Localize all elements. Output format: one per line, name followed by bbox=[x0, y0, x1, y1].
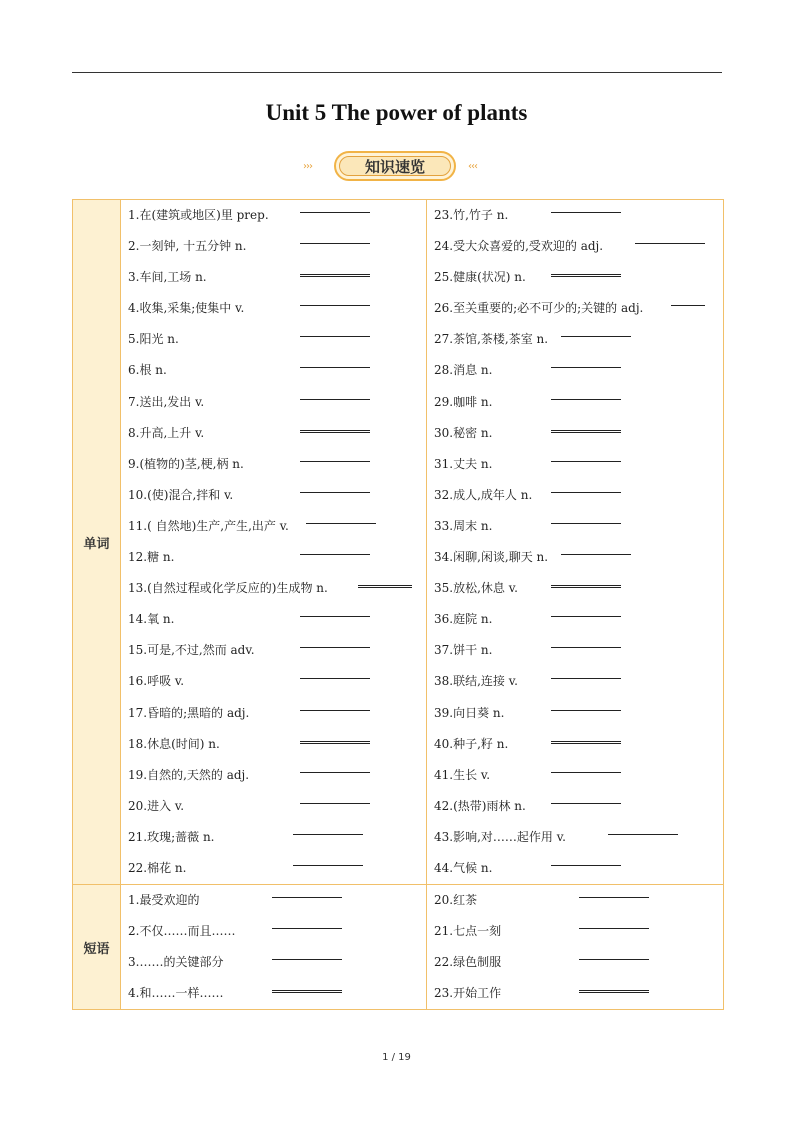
list-item: 16.呼吸 v. bbox=[128, 666, 426, 697]
list-item: 36.庭院 n. bbox=[434, 604, 723, 635]
list-item: 17.昏暗的;黑暗的 adj. bbox=[128, 698, 426, 729]
list-item: 22.棉花 n. bbox=[128, 853, 426, 884]
answer-blank[interactable] bbox=[293, 822, 363, 835]
answer-blank[interactable] bbox=[300, 666, 370, 679]
words-category-label: 单词 bbox=[73, 200, 121, 885]
answer-blank[interactable] bbox=[551, 604, 621, 617]
words-left-column bbox=[121, 200, 427, 885]
answer-blank[interactable] bbox=[300, 729, 370, 744]
answer-blank[interactable] bbox=[272, 885, 342, 898]
answer-blank[interactable] bbox=[551, 729, 621, 744]
answer-blank[interactable] bbox=[300, 355, 370, 368]
answer-blank[interactable] bbox=[300, 418, 370, 433]
answer-blank[interactable] bbox=[300, 542, 370, 555]
answer-blank[interactable] bbox=[579, 978, 649, 993]
answer-blank[interactable] bbox=[300, 293, 370, 306]
list-item: 38.联结,连接 v. bbox=[434, 666, 723, 697]
answer-blank[interactable] bbox=[579, 947, 649, 960]
list-item: 32.成人,成年人 n. bbox=[434, 480, 723, 511]
answer-blank[interactable] bbox=[300, 480, 370, 493]
answer-blank[interactable] bbox=[551, 511, 621, 524]
answer-blank[interactable] bbox=[551, 418, 621, 433]
answer-blank[interactable] bbox=[551, 666, 621, 679]
answer-blank[interactable] bbox=[272, 916, 342, 929]
list-item: 3.车间,工场 n. bbox=[128, 262, 426, 293]
answer-blank[interactable] bbox=[579, 916, 649, 929]
list-item: 26.至关重要的;必不可少的;关键的 adj. bbox=[434, 293, 723, 324]
list-item: 1.在(建筑或地区)里 prep. bbox=[128, 200, 426, 231]
answer-blank[interactable] bbox=[551, 262, 621, 277]
answer-blank[interactable] bbox=[300, 200, 370, 213]
list-item: 13.(自然过程或化学反应的)生成物 n. bbox=[128, 573, 426, 604]
page-number: 1 / 19 bbox=[382, 1052, 411, 1063]
answer-blank[interactable] bbox=[300, 698, 370, 711]
answer-blank[interactable] bbox=[551, 573, 621, 588]
list-item: 43.影响,对……起作用 v. bbox=[434, 822, 723, 853]
answer-blank[interactable] bbox=[300, 324, 370, 337]
list-item: 2.一刻钟, 十五分钟 n. bbox=[128, 231, 426, 262]
words-right-column bbox=[427, 200, 724, 885]
list-item: 18.休息(时间) n. bbox=[128, 729, 426, 760]
list-item: 31.丈夫 n. bbox=[434, 449, 723, 480]
list-item: 30.秘密 n. bbox=[434, 418, 723, 449]
answer-blank[interactable] bbox=[300, 760, 370, 773]
answer-blank[interactable] bbox=[561, 542, 631, 555]
list-item: 41.生长 v. bbox=[434, 760, 723, 791]
list-item: 37.饼干 n. bbox=[434, 635, 723, 666]
answer-blank[interactable] bbox=[300, 449, 370, 462]
answer-blank[interactable] bbox=[608, 822, 678, 835]
list-item: 19.自然的,天然的 adj. bbox=[128, 760, 426, 791]
answer-blank[interactable] bbox=[551, 355, 621, 368]
list-item: 8.升高,上升 v. bbox=[128, 418, 426, 449]
answer-blank[interactable] bbox=[300, 231, 370, 244]
list-item: 9.(植物的)茎,梗,柄 n. bbox=[128, 449, 426, 480]
answer-blank[interactable] bbox=[358, 573, 412, 588]
list-item: 20.红茶 bbox=[434, 885, 723, 916]
arrows-right-icon: ››› bbox=[303, 161, 312, 172]
list-item: 28.消息 n. bbox=[434, 355, 723, 386]
phrases-left-column bbox=[121, 885, 427, 1010]
list-item: 20.进入 v. bbox=[128, 791, 426, 822]
list-item: 10.(使)混合,拌和 v. bbox=[128, 480, 426, 511]
list-item: 39.向日葵 n. bbox=[434, 698, 723, 729]
words-section bbox=[73, 200, 724, 885]
answer-blank[interactable] bbox=[293, 853, 363, 866]
list-item: 3.……的关键部分 bbox=[128, 947, 426, 978]
vocabulary-table bbox=[72, 199, 724, 1010]
answer-blank[interactable] bbox=[551, 200, 621, 213]
list-item: 35.放松,休息 v. bbox=[434, 573, 723, 604]
answer-blank[interactable] bbox=[551, 635, 621, 648]
list-item: 21.玫瑰;蔷薇 n. bbox=[128, 822, 426, 853]
answer-blank[interactable] bbox=[300, 387, 370, 400]
answer-blank[interactable] bbox=[272, 947, 342, 960]
phrases-right-column bbox=[427, 885, 724, 1010]
list-item: 4.和……一样…… bbox=[128, 978, 426, 1009]
list-item: 4.收集,采集;使集中 v. bbox=[128, 293, 426, 324]
answer-blank[interactable] bbox=[561, 324, 631, 337]
list-item: 33.周末 n. bbox=[434, 511, 723, 542]
list-item: 22.绿色制服 bbox=[434, 947, 723, 978]
list-item: 7.送出,发出 v. bbox=[128, 387, 426, 418]
list-item: 23.开始工作 bbox=[434, 978, 723, 1009]
list-item: 29.咖啡 n. bbox=[434, 387, 723, 418]
answer-blank[interactable] bbox=[306, 511, 376, 524]
list-item: 42.(热带)雨林 n. bbox=[434, 791, 723, 822]
list-item: 24.受大众喜爱的,受欢迎的 adj. bbox=[434, 231, 723, 262]
list-item: 5.阳光 n. bbox=[128, 324, 426, 355]
list-item: 2.不仅……而且…… bbox=[128, 916, 426, 947]
answer-blank[interactable] bbox=[551, 449, 621, 462]
arrows-left-icon: ‹‹‹ bbox=[468, 161, 477, 172]
answer-blank[interactable] bbox=[300, 262, 370, 277]
answer-blank[interactable] bbox=[551, 480, 621, 493]
list-item: 23.竹,竹子 n. bbox=[434, 200, 723, 231]
list-item: 11.( 自然地)生产,产生,出产 v. bbox=[128, 511, 426, 542]
answer-blank[interactable] bbox=[300, 791, 370, 804]
list-item: 21.七点一刻 bbox=[434, 916, 723, 947]
answer-blank[interactable] bbox=[551, 760, 621, 773]
answer-blank[interactable] bbox=[635, 231, 705, 244]
phrases-category-label: 短语 bbox=[73, 885, 121, 1010]
list-item: 44.气候 n. bbox=[434, 853, 723, 884]
answer-blank[interactable] bbox=[272, 978, 342, 993]
list-item: 27.茶馆,茶楼,茶室 n. bbox=[434, 324, 723, 355]
section-badge bbox=[0, 149, 793, 189]
answer-blank[interactable] bbox=[671, 293, 705, 306]
answer-blank[interactable] bbox=[551, 791, 621, 804]
answer-blank[interactable] bbox=[551, 387, 621, 400]
header-rule bbox=[72, 72, 722, 73]
page-title: Unit 5 The power of plants bbox=[265, 100, 528, 125]
list-item: 40.种子,籽 n. bbox=[434, 729, 723, 760]
answer-blank[interactable] bbox=[300, 604, 370, 617]
list-item: 15.可是,不过,然而 adv. bbox=[128, 635, 426, 666]
answer-blank[interactable] bbox=[300, 635, 370, 648]
list-item: 34.闲聊,闲谈,聊天 n. bbox=[434, 542, 723, 573]
list-item: 1.最受欢迎的 bbox=[128, 885, 426, 916]
list-item: 14.氧 n. bbox=[128, 604, 426, 635]
badge-label: 知识速览 bbox=[339, 156, 451, 176]
list-item: 12.糖 n. bbox=[128, 542, 426, 573]
list-item: 25.健康(状况) n. bbox=[434, 262, 723, 293]
answer-blank[interactable] bbox=[579, 885, 649, 898]
list-item: 6.根 n. bbox=[128, 355, 426, 386]
answer-blank[interactable] bbox=[551, 853, 621, 866]
phrases-section bbox=[73, 885, 724, 1010]
answer-blank[interactable] bbox=[551, 698, 621, 711]
